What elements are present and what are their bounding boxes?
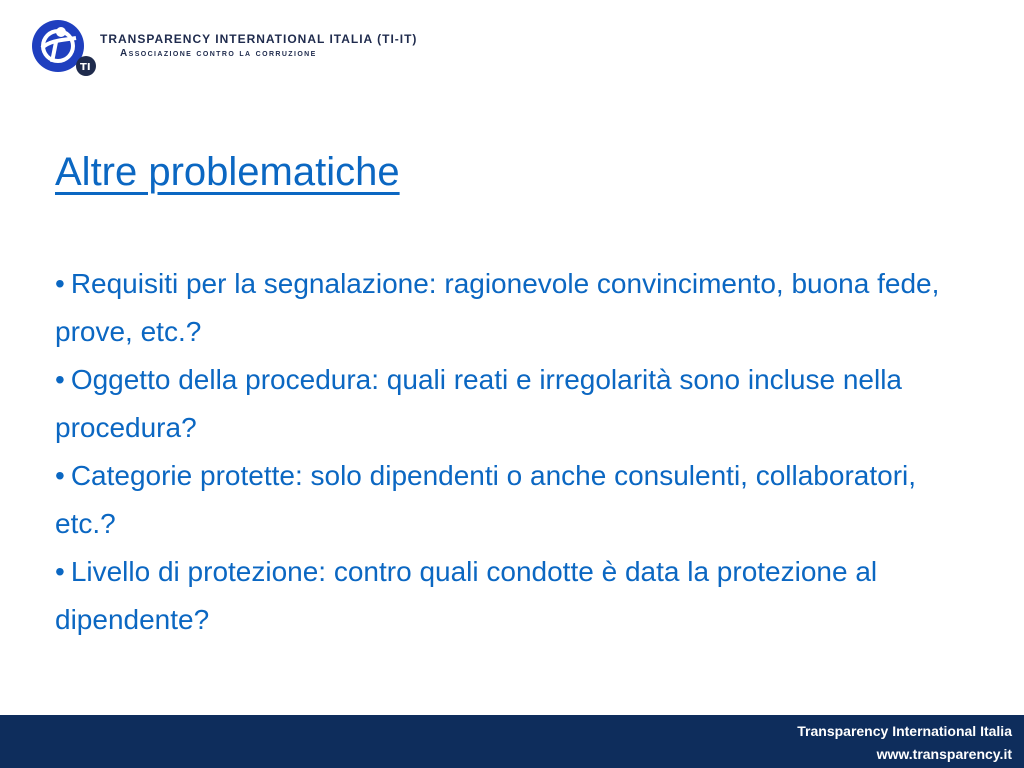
bullet-item xyxy=(55,260,955,356)
footer-bar xyxy=(0,715,1024,768)
bullet-text: Oggetto della procedura: quali reati e irregolarità sono incluse nella procedura? xyxy=(55,364,902,443)
bullet-text: Categorie protette: solo dipendenti o anche consulenti, collaboratori, etc.? xyxy=(55,460,917,539)
bullet-dot-icon: • xyxy=(55,460,65,491)
footer-org-name: Transparency International Italia xyxy=(797,723,1012,739)
bullet-list xyxy=(55,260,955,644)
slide-title: Altre problematiche xyxy=(55,150,400,194)
bullet-dot-icon: • xyxy=(55,364,65,395)
org-name: TRANSPARENCY INTERNATIONAL ITALIA (TI-IT) xyxy=(100,32,418,46)
bullet-dot-icon: • xyxy=(55,556,65,587)
bullet-text: Requisiti per la segnalazione: ragionevole convincimento, buona fede, prove, etc.? xyxy=(55,268,940,347)
bullet-text: Livello di protezione: contro quali condotte è data la protezione al dipendente? xyxy=(55,556,878,635)
slide-header xyxy=(28,18,448,80)
bullet-item xyxy=(55,356,955,452)
bullet-dot-icon: • xyxy=(55,268,65,299)
org-subtitle: Associazione contro la corruzione xyxy=(120,48,317,59)
svg-text:TI: TI xyxy=(80,62,91,73)
footer-website-link[interactable]: www.transparency.it xyxy=(876,746,1012,762)
bullet-item xyxy=(55,548,955,644)
transparency-international-logo-icon xyxy=(28,18,98,80)
bullet-item xyxy=(55,452,955,548)
